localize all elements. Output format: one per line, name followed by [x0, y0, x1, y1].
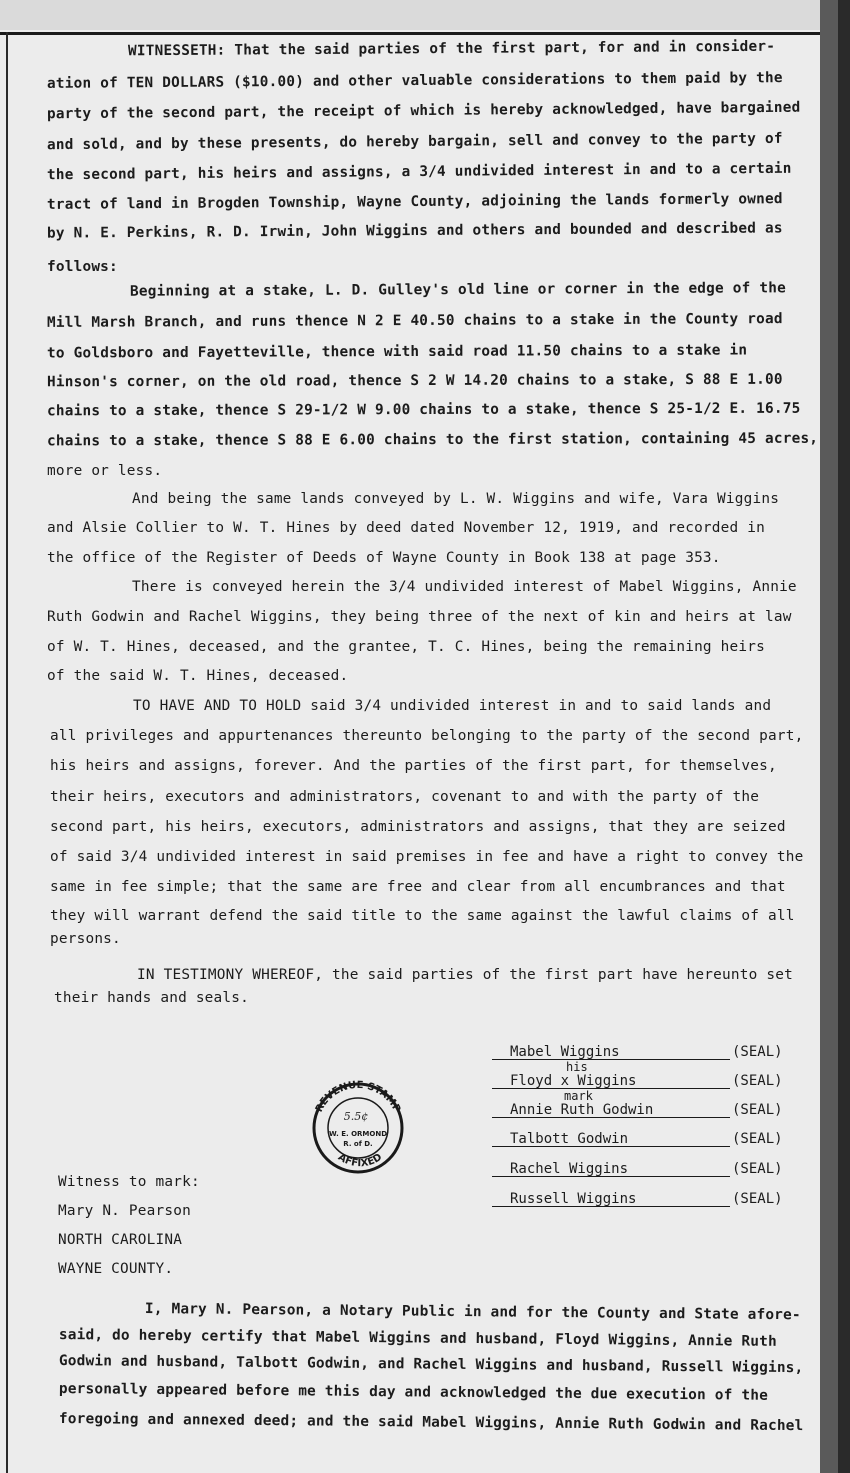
mark-note-mark: mark [564, 1089, 593, 1103]
body-line: WITNESSETH: That the said parties of the first part, for and in consider- [127, 38, 776, 60]
body-line: same in fee simple; that the same are free and clear from all encumbrances and that [50, 879, 786, 895]
body-line: There is conveyed herein the 3/4 undivided interest of Mabel Wiggins, Annie [132, 579, 797, 595]
body-line: by N. E. Perkins, R. D. Irwin, John Wiggins and others and bounded and described as [46, 220, 783, 242]
body-line: all privileges and appurtenances thereunto belonging to the party of the second part, [50, 728, 804, 744]
notary-line: said, do hereby certify that Mabel Wiggins and husband, Floyd Wiggins, Annie Ruth [58, 1327, 777, 1350]
notary-line: personally appeared before me this day and acknowledged the due execution of the [58, 1381, 769, 1404]
signature-line-rachel [492, 1161, 730, 1177]
venue-state: NORTH CAROLINA [58, 1232, 183, 1248]
body-line: and Alsie Collier to W. T. Hines by deed dated November 12, 1919, and recorded in [47, 520, 765, 536]
body-line: and sold, and by these presents, do hereby bargain, sell and convey to the party of [46, 130, 783, 154]
body-line: of W. T. Hines, deceased, and the grantee, T. C. Hines, being the remaining heirs [47, 639, 765, 655]
witness-name: Mary N. Pearson [58, 1203, 191, 1219]
top-margin-band [0, 0, 850, 30]
signature-line-talbott [492, 1131, 730, 1147]
body-line: Mill Marsh Branch, and runs thence N 2 E 40.50 chains to a stake in the County road [46, 311, 783, 331]
right-scan-edge-dark [838, 0, 850, 1473]
body-line: their hands and seals. [54, 990, 250, 1006]
body-line: ation of TEN DOLLARS ($10.00) and other valuable considerations to them paid by the [46, 70, 783, 92]
body-line: chains to a stake, thence S 29-1/2 W 9.00 chains to a stake, thence S 25-1/2 E. 16.75 [46, 400, 801, 420]
stamp-amount: 5.5¢ [343, 1110, 369, 1123]
body-line: IN TESTIMONY WHEREOF, the said parties of the first part have hereunto set [137, 967, 793, 983]
notary-line: Godwin and husband, Talbott Godwin, and Rachel Wiggins and husband, Russell Wiggins, [58, 1353, 804, 1377]
body-line: his heirs and assigns, forever. And the parties of the first part, for themselves, [50, 758, 777, 774]
body-line: follows: [47, 259, 118, 275]
seal-label: (SEAL) [732, 1191, 783, 1207]
top-rule [0, 32, 850, 35]
stamp-register-name: W. E. ORMOND [328, 1130, 388, 1138]
signature-line-floyd [492, 1073, 730, 1089]
stamp-bottom-text: AFFIXED [335, 1151, 385, 1170]
body-line: of the said W. T. Hines, deceased. [47, 668, 349, 684]
body-line: chains to a stake, thence S 88 E 6.00 chains to the first station, containing 45 acres, [46, 430, 819, 450]
seal-label: (SEAL) [732, 1044, 783, 1060]
body-line: their heirs, executors and administrators, covenant to and with the party of the [50, 789, 760, 805]
seal-label: (SEAL) [732, 1131, 783, 1147]
stamp-inner-ring [328, 1098, 388, 1158]
signature-name: Floyd x Wiggins [510, 1073, 637, 1089]
body-line: Beginning at a stake, L. D. Gulley's old line or corner in the edge of the [129, 280, 786, 300]
body-line: the second part, his heirs and assigns, a 3/4 undivided interest in and to a certain [46, 160, 792, 184]
seal-label: (SEAL) [732, 1161, 783, 1177]
body-line: to Goldsboro and Fayetteville, thence with said road 11.50 chains to a stake in [46, 342, 748, 362]
body-line: second part, his heirs, executors, administrators and assigns, that they are seized [50, 819, 786, 835]
signature-name: Rachel Wiggins [510, 1161, 629, 1177]
body-line: tract of land in Brogden Township, Wayne County, adjoining the lands formerly owned [46, 191, 783, 213]
seal-label: (SEAL) [732, 1073, 783, 1089]
notary-line: I, Mary N. Pearson, a Notary Public in and for the County and State afore- [144, 1301, 801, 1324]
signature-name: Talbott Godwin [510, 1131, 629, 1147]
signature-line-annie [492, 1102, 730, 1118]
body-line: TO HAVE AND TO HOLD said 3/4 undivided interest in and to said lands and [133, 698, 772, 714]
witness-to-mark: Witness to mark: [58, 1174, 200, 1190]
signature-line-mabel [492, 1044, 730, 1060]
signature-name: Annie Ruth Godwin [510, 1102, 654, 1118]
venue-county: WAYNE COUNTY. [58, 1261, 174, 1277]
body-line: Hinson's corner, on the old road, thence S 2 W 14.20 chains to a stake, S 88 E 1.00 [46, 371, 783, 391]
body-line: party of the second part, the receipt of which is hereby acknowledged, have bargained [46, 99, 801, 123]
seal-label: (SEAL) [732, 1102, 783, 1118]
body-line: And being the same lands conveyed by L. W. Wiggins and wife, Vara Wiggins [132, 491, 780, 507]
body-line: persons. [50, 931, 121, 947]
signature-name: Mabel Wiggins [510, 1044, 620, 1060]
revenue-stamp [298, 1076, 416, 1174]
body-line: more or less. [47, 463, 163, 479]
stamp-top-text: REVENUE STAMP [313, 1079, 403, 1115]
stamp-register-title: R. of D. [343, 1140, 373, 1148]
body-line: Ruth Godwin and Rachel Wiggins, they being three of the next of kin and heirs at law [47, 609, 792, 625]
body-line: the office of the Register of Deeds of Wayne County in Book 138 at page 353. [47, 550, 721, 566]
body-line: of said 3/4 undivided interest in said premises in fee and have a right to convey the [50, 849, 804, 865]
signature-name: Russell Wiggins [510, 1191, 637, 1207]
mark-note-his: his [566, 1060, 588, 1074]
signature-line-russell [492, 1191, 730, 1207]
left-rule [6, 32, 8, 1473]
body-line: they will warrant defend the said title to the same against the lawful claims of all [50, 908, 795, 924]
notary-line: foregoing and annexed deed; and the said Mabel Wiggins, Annie Ruth Godwin and Rachel [58, 1411, 804, 1435]
